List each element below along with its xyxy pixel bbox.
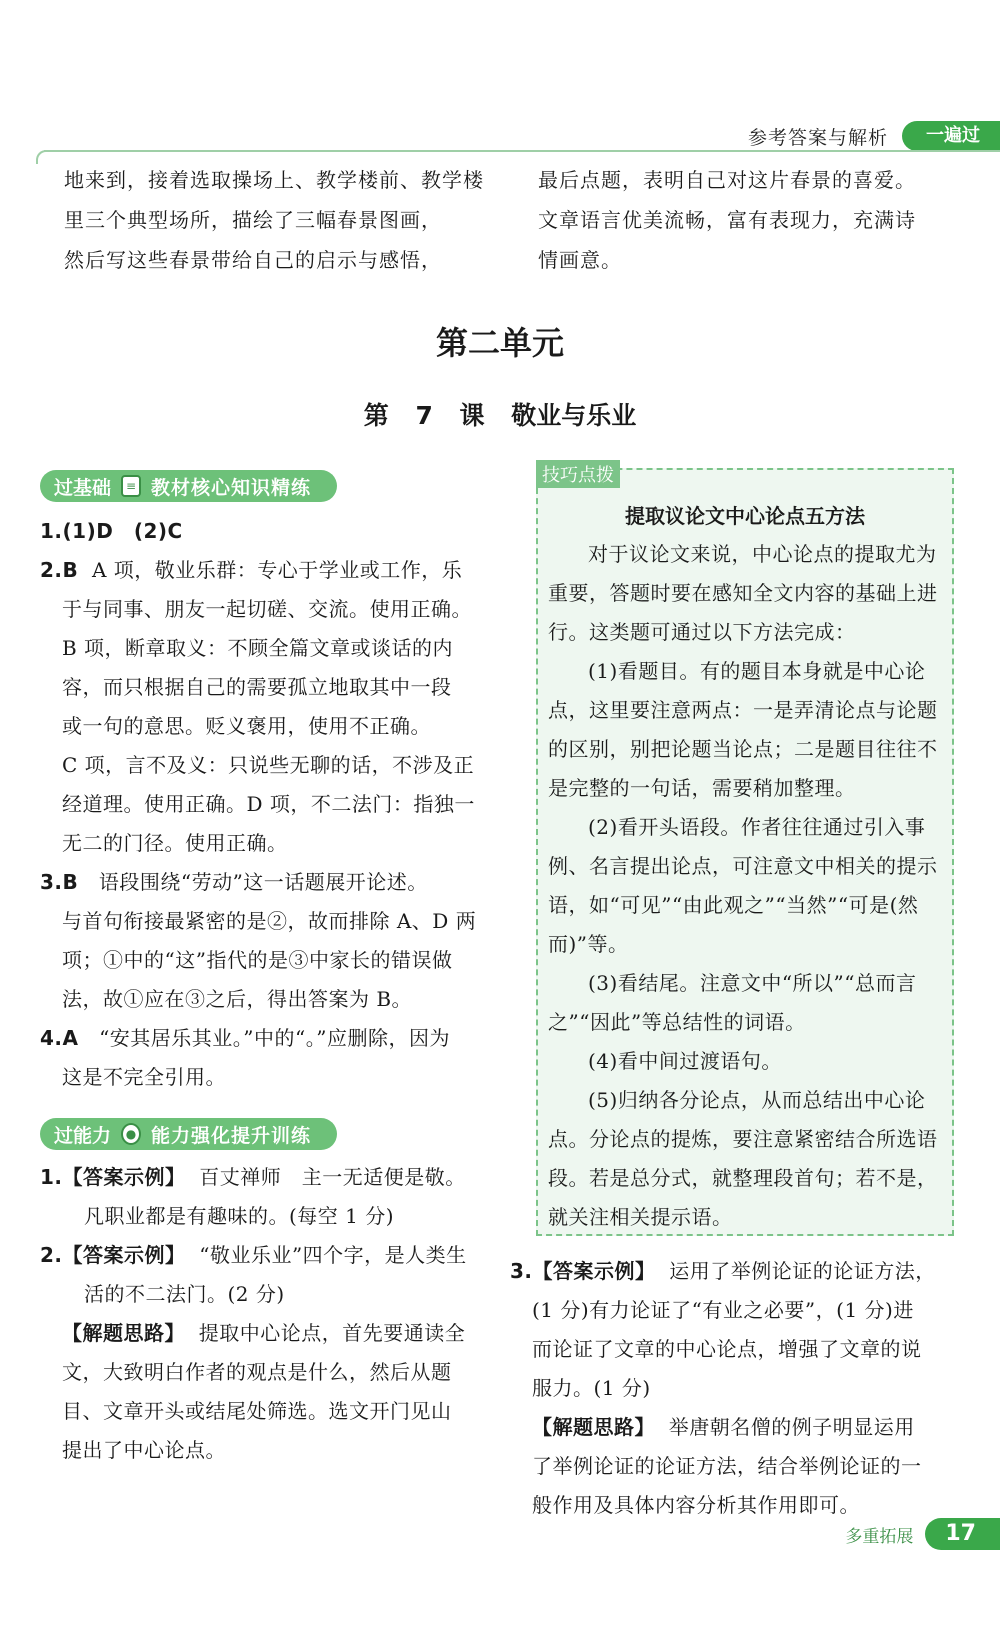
- text-line: 服力。(1 分): [532, 1376, 651, 1400]
- tip-text: [548, 535, 946, 1237]
- text-line: 地来到，接着选取操场上、教学楼前、教学楼: [64, 168, 484, 192]
- question-number: 1.: [40, 519, 63, 543]
- tip-paragraph: (1)看题目。有的题目本身就是中心论点，这里要注意两点：一是弄清论点与论题的区别，别把论题当论点；二是题目往往不是完整的一句话，需要稍加整理。: [548, 659, 938, 800]
- text-line: A 项，敬业乐群：专心于学业或工作，乐: [91, 558, 463, 582]
- text-line: 语段围绕“劳动”这一话题展开论述。: [98, 870, 428, 894]
- answer-tag: 【答案示例】: [62, 1243, 186, 1267]
- section-banner-ability: [40, 1118, 337, 1150]
- question-2: [40, 551, 490, 863]
- practice-3: [510, 1252, 958, 1525]
- question-answer: A: [62, 1026, 79, 1050]
- question-number: 1.: [40, 1165, 63, 1189]
- text-line: 了举例论证的论证方法，结合举例论证的一: [532, 1454, 922, 1478]
- tip-paragraph: (5)归纳各分论点，从而总结出中心论点。分论点的提炼，要注意紧密结合所选语段。若是总分式，就整理段首句；若不是，就关注相关提示语。: [548, 1088, 938, 1229]
- question-1: [40, 512, 490, 551]
- question-number: 4.: [40, 1026, 63, 1050]
- question-number: 2.: [40, 558, 63, 582]
- text-line: 举唐朝名僧的例子明显运用: [668, 1415, 915, 1439]
- text-line: 项；①中的“这”指代的是③中家长的错误做: [62, 948, 453, 972]
- text-line: 目、文章开头或结尾处筛选。选文开门见山: [62, 1399, 452, 1423]
- text-line: 然后写这些春景带给自己的启示与感悟，: [64, 248, 442, 272]
- text-line: 凡职业都是有趣味的。(每空 1 分): [84, 1204, 395, 1228]
- tip-paragraph: (4)看中间过渡语句。: [588, 1049, 782, 1073]
- text-line: 这是不完全引用。: [62, 1065, 226, 1089]
- tip-paragraph: 对于议论文来说，中心论点的提取尤为重要，答题时要在感知全文内容的基础上进行。这类题可通过以下方法完成：: [548, 542, 938, 644]
- header-label: 参考答案与解析: [747, 126, 888, 149]
- text-line: 与首句衔接最紧密的是②，故而排除 A、D 两: [62, 909, 477, 933]
- tip-title: 提取议论文中心论点五方法: [625, 504, 865, 528]
- text-line: 文，大致明白作者的观点是什么，然后从题: [62, 1360, 452, 1384]
- question-4: [40, 1019, 490, 1097]
- analysis-tag: 【解题思路】: [532, 1415, 655, 1439]
- question-answer: B: [62, 558, 79, 582]
- text-line: 般作用及具体内容分析其作用即可。: [532, 1493, 860, 1517]
- question-3: [40, 863, 490, 1019]
- page-header: [734, 118, 1000, 154]
- text-line: 活的不二法门。(2 分): [84, 1282, 285, 1306]
- text-line: 无二的门径。使用正确。: [62, 831, 288, 855]
- analysis-tag: 【解题思路】: [62, 1321, 185, 1345]
- text-line: 经道理。使用正确。D 项，不二法门：指独一: [62, 792, 475, 816]
- unit-title: 第二单元: [435, 324, 564, 362]
- page-number: 17: [925, 1518, 1000, 1550]
- text-line: 于与同事、朋友一起切磋、交流。使用正确。: [62, 597, 472, 621]
- banner-label: 过基础: [54, 476, 112, 499]
- header-rule: [44, 150, 1000, 152]
- intro-right: [538, 160, 958, 280]
- text-line: “敬业乐业”四个字，是人类生: [199, 1243, 467, 1267]
- question-number: 3.: [510, 1259, 533, 1283]
- text-line: 里三个典型场所，描绘了三幅春景图画，: [64, 208, 442, 232]
- text-line: “安其居乐其业。”中的“。”应删除，因为: [99, 1026, 450, 1050]
- text-line: 最后点题，表明自己对这片春景的喜爱。: [538, 168, 916, 192]
- intro-left: [64, 160, 494, 280]
- question-number: 3.: [40, 870, 63, 894]
- clipboard-icon: ≡: [121, 475, 141, 497]
- text-line: 提取中心论点，首先要通读全: [198, 1321, 466, 1345]
- practice-1: [40, 1158, 490, 1236]
- medal-icon: ●: [121, 1123, 141, 1145]
- text-line: 法，故①应在③之后，得出答案为 B。: [62, 987, 413, 1011]
- text-line: 容，而只根据自己的需要孤立地取其中一段: [62, 675, 452, 699]
- page-footer: [845, 1518, 1000, 1550]
- question-answer: B: [62, 870, 79, 894]
- answer-tag: 【答案示例】: [532, 1259, 656, 1283]
- header-brand: 一遍过: [902, 121, 1000, 151]
- text-line: 或一句的意思。贬义褒用，使用不正确。: [62, 714, 431, 738]
- text-line: 运用了举例论证的论证方法，: [669, 1259, 936, 1283]
- banner-label: 过能力: [54, 1124, 112, 1147]
- lesson-title: 第 7 课 敬业与乐业: [363, 401, 637, 430]
- banner-text: 教材核心知识精练: [151, 476, 312, 499]
- text-line: 而论证了文章的中心论点，增强了文章的说: [532, 1337, 922, 1361]
- text-line: (1 分)有力论证了“有业之必要”，(1 分)进: [532, 1298, 914, 1322]
- tip-paragraph: (3)看结尾。注意文中“所以”“总而言之”“因此”等总结性的词语。: [548, 971, 917, 1034]
- text-line: B 项，断章取义：不顾全篇文章或谈话的内: [62, 636, 454, 660]
- tip-paragraph: (2)看开头语段。作者往往通过引入事例、名言提出论点，可注意文中相关的提示语，如“可见”“由此观之”“当然”“可是(然而)”等。: [548, 815, 938, 956]
- question-answer: (1)D (2)C: [62, 519, 183, 543]
- text-line: C 项，言不及义：只说些无聊的话，不涉及正: [62, 753, 475, 777]
- question-number: 2.: [40, 1243, 63, 1267]
- text-line: 情画意。: [538, 248, 622, 272]
- section-banner-basic: [40, 470, 337, 502]
- answer-tag: 【答案示例】: [62, 1165, 186, 1189]
- footer-text: 多重拓展: [845, 1526, 914, 1547]
- tip-label: 技巧点拨: [536, 460, 620, 488]
- practice-2: [40, 1236, 490, 1470]
- text-line: 文章语言优美流畅，富有表现力，充满诗: [538, 208, 916, 232]
- text-line: 百丈禅师 主一无适便是敬。: [199, 1165, 466, 1189]
- banner-text: 能力强化提升训练: [151, 1124, 312, 1147]
- text-line: 提出了中心论点。: [62, 1438, 226, 1462]
